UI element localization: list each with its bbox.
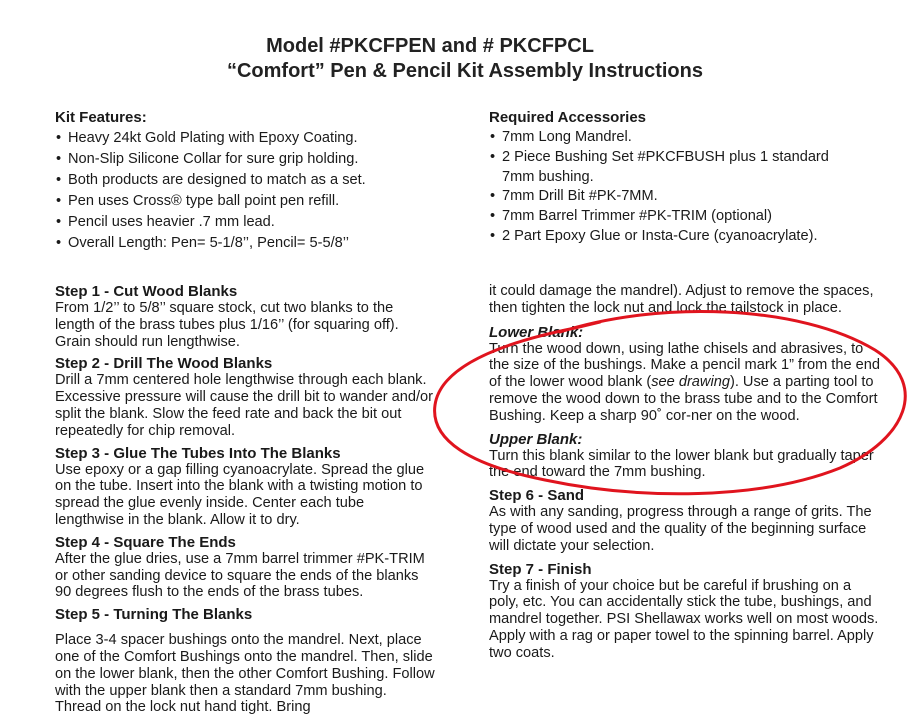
step-7-text: Try a finish of your choice but be careful if brushing on a poly, etc. You can accidentally stick the tube, bushings, and mandrel together. PSI Shellawax works well on most woods. Apply with a rag or paper towel to the spinning barrel. Apply two coats.: [489, 577, 879, 661]
step-5-heading: Step 5 - Turning The Blanks: [55, 606, 253, 624]
step-5-continued-text: it could damage the mandrel). Adjust to remove the spaces, then tighten the lock nut and lock the tailstock in place.: [489, 283, 874, 316]
step-2-heading: Step 2 - Drill The Wood Blanks: [55, 355, 273, 373]
step-1-text: From 1/2’’ to 5/8’’ square stock, cut two blanks to the length of the brass tubes plus 1/16’’ (for squaring off). Grain should run lengthwise.: [55, 300, 399, 350]
kit-features-list: [55, 128, 440, 254]
steps-right-column: [489, 283, 881, 662]
step-3-text: Use epoxy or a gap filling cyanoacrylate. Spread the glue on the tube. Insert into the blank with a twisting motion to spread the glue evenly inside. Center each tube lengthwise in the blank. Allow it to dry.: [55, 461, 425, 528]
title-line-2: “Comfort” Pen & Pencil Kit Assembly Instructions: [226, 60, 703, 82]
step-3-heading: Step 3 - Glue The Tubes Into The Blanks: [55, 444, 341, 462]
list-item: • 7mm Long Mandrel.: [489, 128, 859, 148]
list-item: • Overall Length: Pen= 5-1/8’’, Pencil= 5-5/8’’: [55, 233, 440, 254]
required-accessories-list: [489, 128, 859, 247]
list-item: • 2 Part Epoxy Glue or Insta-Cure (cyanoacrylate).: [489, 227, 859, 247]
step-2-text: Drill a 7mm centered hole lengthwise through each blank. Excessive pressure will cause the drill bit to wander and/or split the blank. Slow the feed rate and back the bit out repeatedly for chip removal.: [55, 372, 433, 439]
list-item: • 7mm Drill Bit #PK-7MM.: [489, 187, 859, 207]
required-accessories-section: [489, 108, 859, 247]
list-item: • 2 Piece Bushing Set #PKCFBUSH plus 1 standard 7mm bushing.: [489, 148, 859, 188]
step-5-text: Place 3-4 spacer bushings onto the mandrel. Next, place one of the Comfort Bushings onto the mandrel. Then, slide on the lower blank, then the other Comfort Bushing. Follow with the upper blank then a standard 7mm bushing. Thread on the lock nut hand tight. Bring: [55, 632, 435, 716]
step-6-heading: Step 6 - Sand: [489, 487, 585, 505]
upper-blank-heading: Upper Blank:: [489, 430, 583, 448]
list-item: • Non-Slip Silicone Collar for sure grip holding.: [55, 149, 440, 170]
lower-blank-text: Turn the wood down, using lathe chisels and abrasives, to the size of the bushings. Make a pencil mark 1” from the end of the lower wood blank (see drawing). Use a parting tool to remove the wood down to the brass tube and to the Comfort Bushing. Keep a sharp 90˚ cor-ner on the wood.: [489, 340, 880, 424]
step-4-text: After the glue dries, use a 7mm barrel trimmer #PK-TRIM or other sanding device to square the ends of the blanks 90 degrees flush to the ends of the brass tubes.: [55, 550, 425, 601]
kit-features-section: [55, 108, 440, 254]
upper-blank-text: Turn this blank similar to the lower blank but gradually taper the end toward the 7mm bushing.: [489, 447, 874, 481]
list-item: • Both products are designed to match as a set.: [55, 170, 440, 191]
list-item: • 7mm Barrel Trimmer #PK-TRIM (optional): [489, 207, 859, 227]
title-line-1: Model #PKCFPEN and # PKCFPCL: [266, 35, 594, 57]
step-1-heading: Step 1 - Cut Wood Blanks: [55, 283, 238, 300]
list-item: • Pen uses Cross® type ball point pen refill.: [55, 191, 440, 212]
step-6-text: As with any sanding, progress through a range of grits. The type of wood used and the quality of the beginning surface will dictate your selection.: [489, 504, 872, 554]
step-7-heading: Step 7 - Finish: [489, 560, 592, 578]
lower-blank-heading: Lower Blank:: [489, 323, 584, 341]
kit-features-heading: Kit Features:: [55, 109, 147, 126]
list-item: • Pencil uses heavier .7 mm lead.: [55, 212, 440, 233]
required-accessories-heading: Required Accessories: [489, 109, 647, 126]
list-item: • Heavy 24kt Gold Plating with Epoxy Coating.: [55, 128, 440, 149]
step-4-heading: Step 4 - Square The Ends: [55, 533, 236, 551]
steps-left-column: [55, 283, 435, 716]
